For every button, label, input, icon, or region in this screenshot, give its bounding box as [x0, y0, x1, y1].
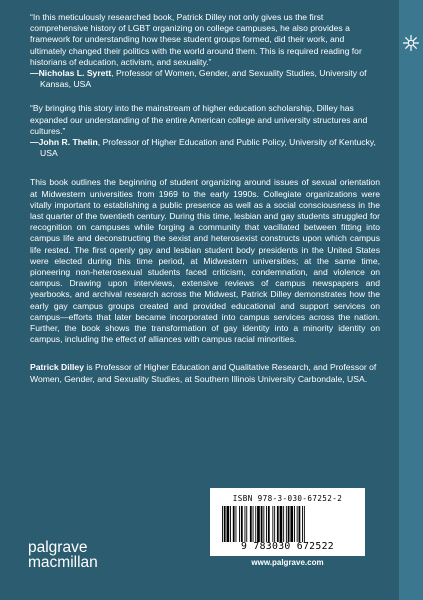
barcode-bar — [274, 506, 275, 542]
quote-attribution — [30, 137, 380, 159]
publisher-logo-line2: macmillan — [28, 554, 98, 571]
isbn-barcode-panel — [210, 488, 365, 569]
barcode-digits: 9 783030 672522 — [241, 541, 334, 552]
author-bio-text: is Professor of Higher Education and Qualitative Research, and Professor of Women, Gender, and Sexuality Studies, at Southern Illinois University Carbondale, USA. — [30, 362, 377, 384]
quote-affiliation: , Professor of Higher Education and Public Policy, University of Kentucky, USA — [40, 137, 376, 159]
barcode-bar — [230, 506, 231, 542]
barcode-bar — [246, 506, 247, 542]
quote-affiliation: , Professor of Women, Gender, and Sexuality Studies, University of Kansas, USA — [40, 68, 367, 90]
barcode-bar — [255, 506, 256, 542]
barcode-bar — [261, 506, 263, 542]
barcode-bar — [250, 506, 252, 542]
publisher-logo — [28, 540, 98, 570]
barcode-bar — [297, 506, 298, 542]
book-description: This book outlines the beginning of student organizing around issues of sexual orientation at Midwestern universities from 1969 to the early 1990s. Collegiate organizations were vitally important to establishing a public presence as well as a social consciousness in the last quarter of the twentieth century. During this time, lesbian and gay students struggled for recognition on campuses while forging a community that vacillated between fitting into campus life and deconstructing the sexist and heterosexist constructs upon which campus life rested. The first openly gay and lesbian student body presidents in the United States were elected during this time period, at Midwestern universities; at the same time, pioneering non-heterosexual students faced criticism, condemnation, and violence on campus. Drawing upon interviews, extensive reviews of campus newspapers and yearbooks, and archival research across the Midwest, Patrick Dilley demonstrates how the early gay campus groups created and provided educational and support services on campus—efforts that later became incorporated into campus services across the nation. Further, the book shows the transformation of gay identity into a minority identity on campus, including the effect of alliances with campus racial minorities. — [30, 177, 380, 345]
barcode-bar — [288, 506, 290, 542]
palgrave-star-logo-icon — [402, 34, 420, 52]
quote-author: —Nicholas L. Syrett — [30, 68, 112, 79]
barcode-bar — [304, 506, 305, 542]
author-bio — [30, 362, 380, 384]
quote-text: “By bringing this story into the mainstream of higher education scholarship, Dilley has expanded our understanding of the entire American college and university structures and cultures.” — [30, 103, 368, 136]
barcode-bar — [241, 506, 243, 542]
quote-attribution — [30, 68, 380, 90]
barcode-bar — [299, 506, 301, 542]
barcode-bar — [277, 506, 279, 542]
quote-author: —John R. Thelin — [30, 137, 98, 148]
barcode-bar — [253, 506, 254, 542]
barcode-bar — [294, 506, 295, 542]
barcode-bar — [239, 506, 240, 542]
publisher-url: www.palgrave.com — [210, 556, 365, 569]
cover-text-column — [30, 12, 380, 385]
barcode-bar — [245, 506, 246, 542]
publisher-logo-line1: palgrave — [28, 539, 88, 556]
quote-text: “In this meticulously researched book, Patrick Dilley not only gives us the first comprehensive history of LGBT organizing on college campuses, he also provides a framework for understanding how these student groups formed, did their work, and ultimately changed their politics with the world around them. This is required reading for historians of education, activism, and sexuality.” — [30, 12, 362, 67]
barcode-graphic — [220, 506, 360, 542]
endorsement-quote — [30, 12, 380, 90]
isbn-label: ISBN 978-3-030-67252-2 — [232, 494, 343, 503]
barcode-bar — [280, 506, 283, 542]
barcode-bar — [227, 506, 230, 542]
barcode-bar — [263, 506, 264, 542]
barcode-bar — [224, 506, 226, 542]
barcode-bar — [283, 506, 284, 542]
barcode-bar — [266, 506, 267, 542]
barcode-bar — [257, 506, 260, 542]
barcode-bar — [272, 506, 273, 542]
barcode-bar — [222, 506, 223, 542]
barcode-bar — [302, 506, 303, 542]
book-spine — [399, 0, 423, 600]
endorsement-quote — [30, 103, 380, 159]
barcode-bar — [233, 506, 235, 542]
barcode-bar — [290, 506, 293, 542]
barcode-bar — [236, 506, 237, 542]
barcode-bar — [268, 506, 270, 542]
barcode-bar — [286, 506, 287, 542]
author-bio-name: Patrick Dilley — [30, 362, 84, 373]
